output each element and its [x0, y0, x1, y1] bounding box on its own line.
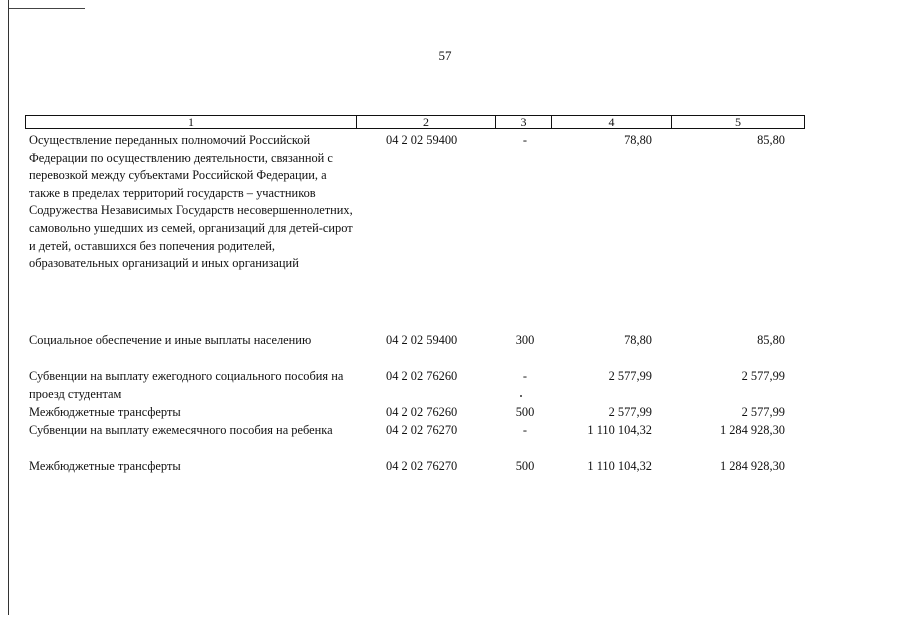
row-type: - [522, 369, 528, 383]
row-sum-col5: 2 577,99 [741, 369, 785, 383]
row-name: Социальное обеспечение и иные выплаты населению [29, 333, 312, 347]
row-sum-col4: 1 110 104,32 [587, 423, 652, 437]
row-type: 500 [515, 459, 535, 473]
header-col-2: 2 [357, 116, 496, 128]
row-sum-col5: 2 577,99 [741, 405, 785, 419]
row-sum-col4: 1 110 104,32 [587, 459, 652, 473]
row-name: Субвенции на выплату ежегодного социального пособия на проезд студентам [29, 369, 344, 401]
row-type: 300 [515, 333, 535, 347]
row-sum-col4: 2 577,99 [608, 369, 652, 383]
row-sum-col4: 2 577,99 [608, 405, 652, 419]
row-sum-col4: 78,80 [624, 133, 652, 147]
row-name: Межбюджетные трансферты [29, 405, 181, 419]
row-name: Осуществление переданных полномочий Российской Федерации по осуществлению деятельности, связанной с перевозкой между субъектами Российской Федерации, а также в пределах территорий государств – участников Содружества Независимых Государств несовершеннолетних, самовольно ушедших из семей, организаций для детей-сирот и детей, оставшихся без попечения родителей, образовательных организаций и иных организаций [29, 133, 353, 271]
row-type: - [522, 133, 528, 147]
page-number: 57 [438, 48, 452, 63]
row-sum-col5: 1 284 928,30 [719, 459, 785, 473]
row-sum-col5: 85,80 [757, 133, 785, 147]
table-header [25, 115, 805, 129]
row-code: 04 2 02 59400 [386, 133, 458, 147]
row-code: 04 2 02 59400 [386, 333, 458, 347]
row-name: Субвенции на выплату ежемесячного пособия на ребенка [29, 423, 333, 437]
row-type: - [522, 423, 528, 437]
row-sum-col5: 85,80 [757, 333, 785, 347]
row-code: 04 2 02 76260 [386, 369, 458, 383]
row-type: 500 [515, 405, 535, 419]
scan-edge-top [9, 8, 85, 9]
header-col-4: 4 [552, 116, 672, 128]
header-col-5: 5 [735, 115, 741, 129]
row-name: Межбюджетные трансферты [29, 459, 181, 473]
row-code: 04 2 02 76270 [386, 423, 458, 437]
row-code: 04 2 02 76270 [386, 459, 458, 473]
header-col-1: 1 [26, 116, 357, 128]
row-sum-col4: 78,80 [624, 333, 652, 347]
scan-edge-left [8, 0, 9, 615]
scan-speck [520, 395, 522, 397]
row-code: 04 2 02 76260 [386, 405, 458, 419]
row-sum-col5: 1 284 928,30 [719, 423, 785, 437]
header-col-3: 3 [496, 116, 552, 128]
